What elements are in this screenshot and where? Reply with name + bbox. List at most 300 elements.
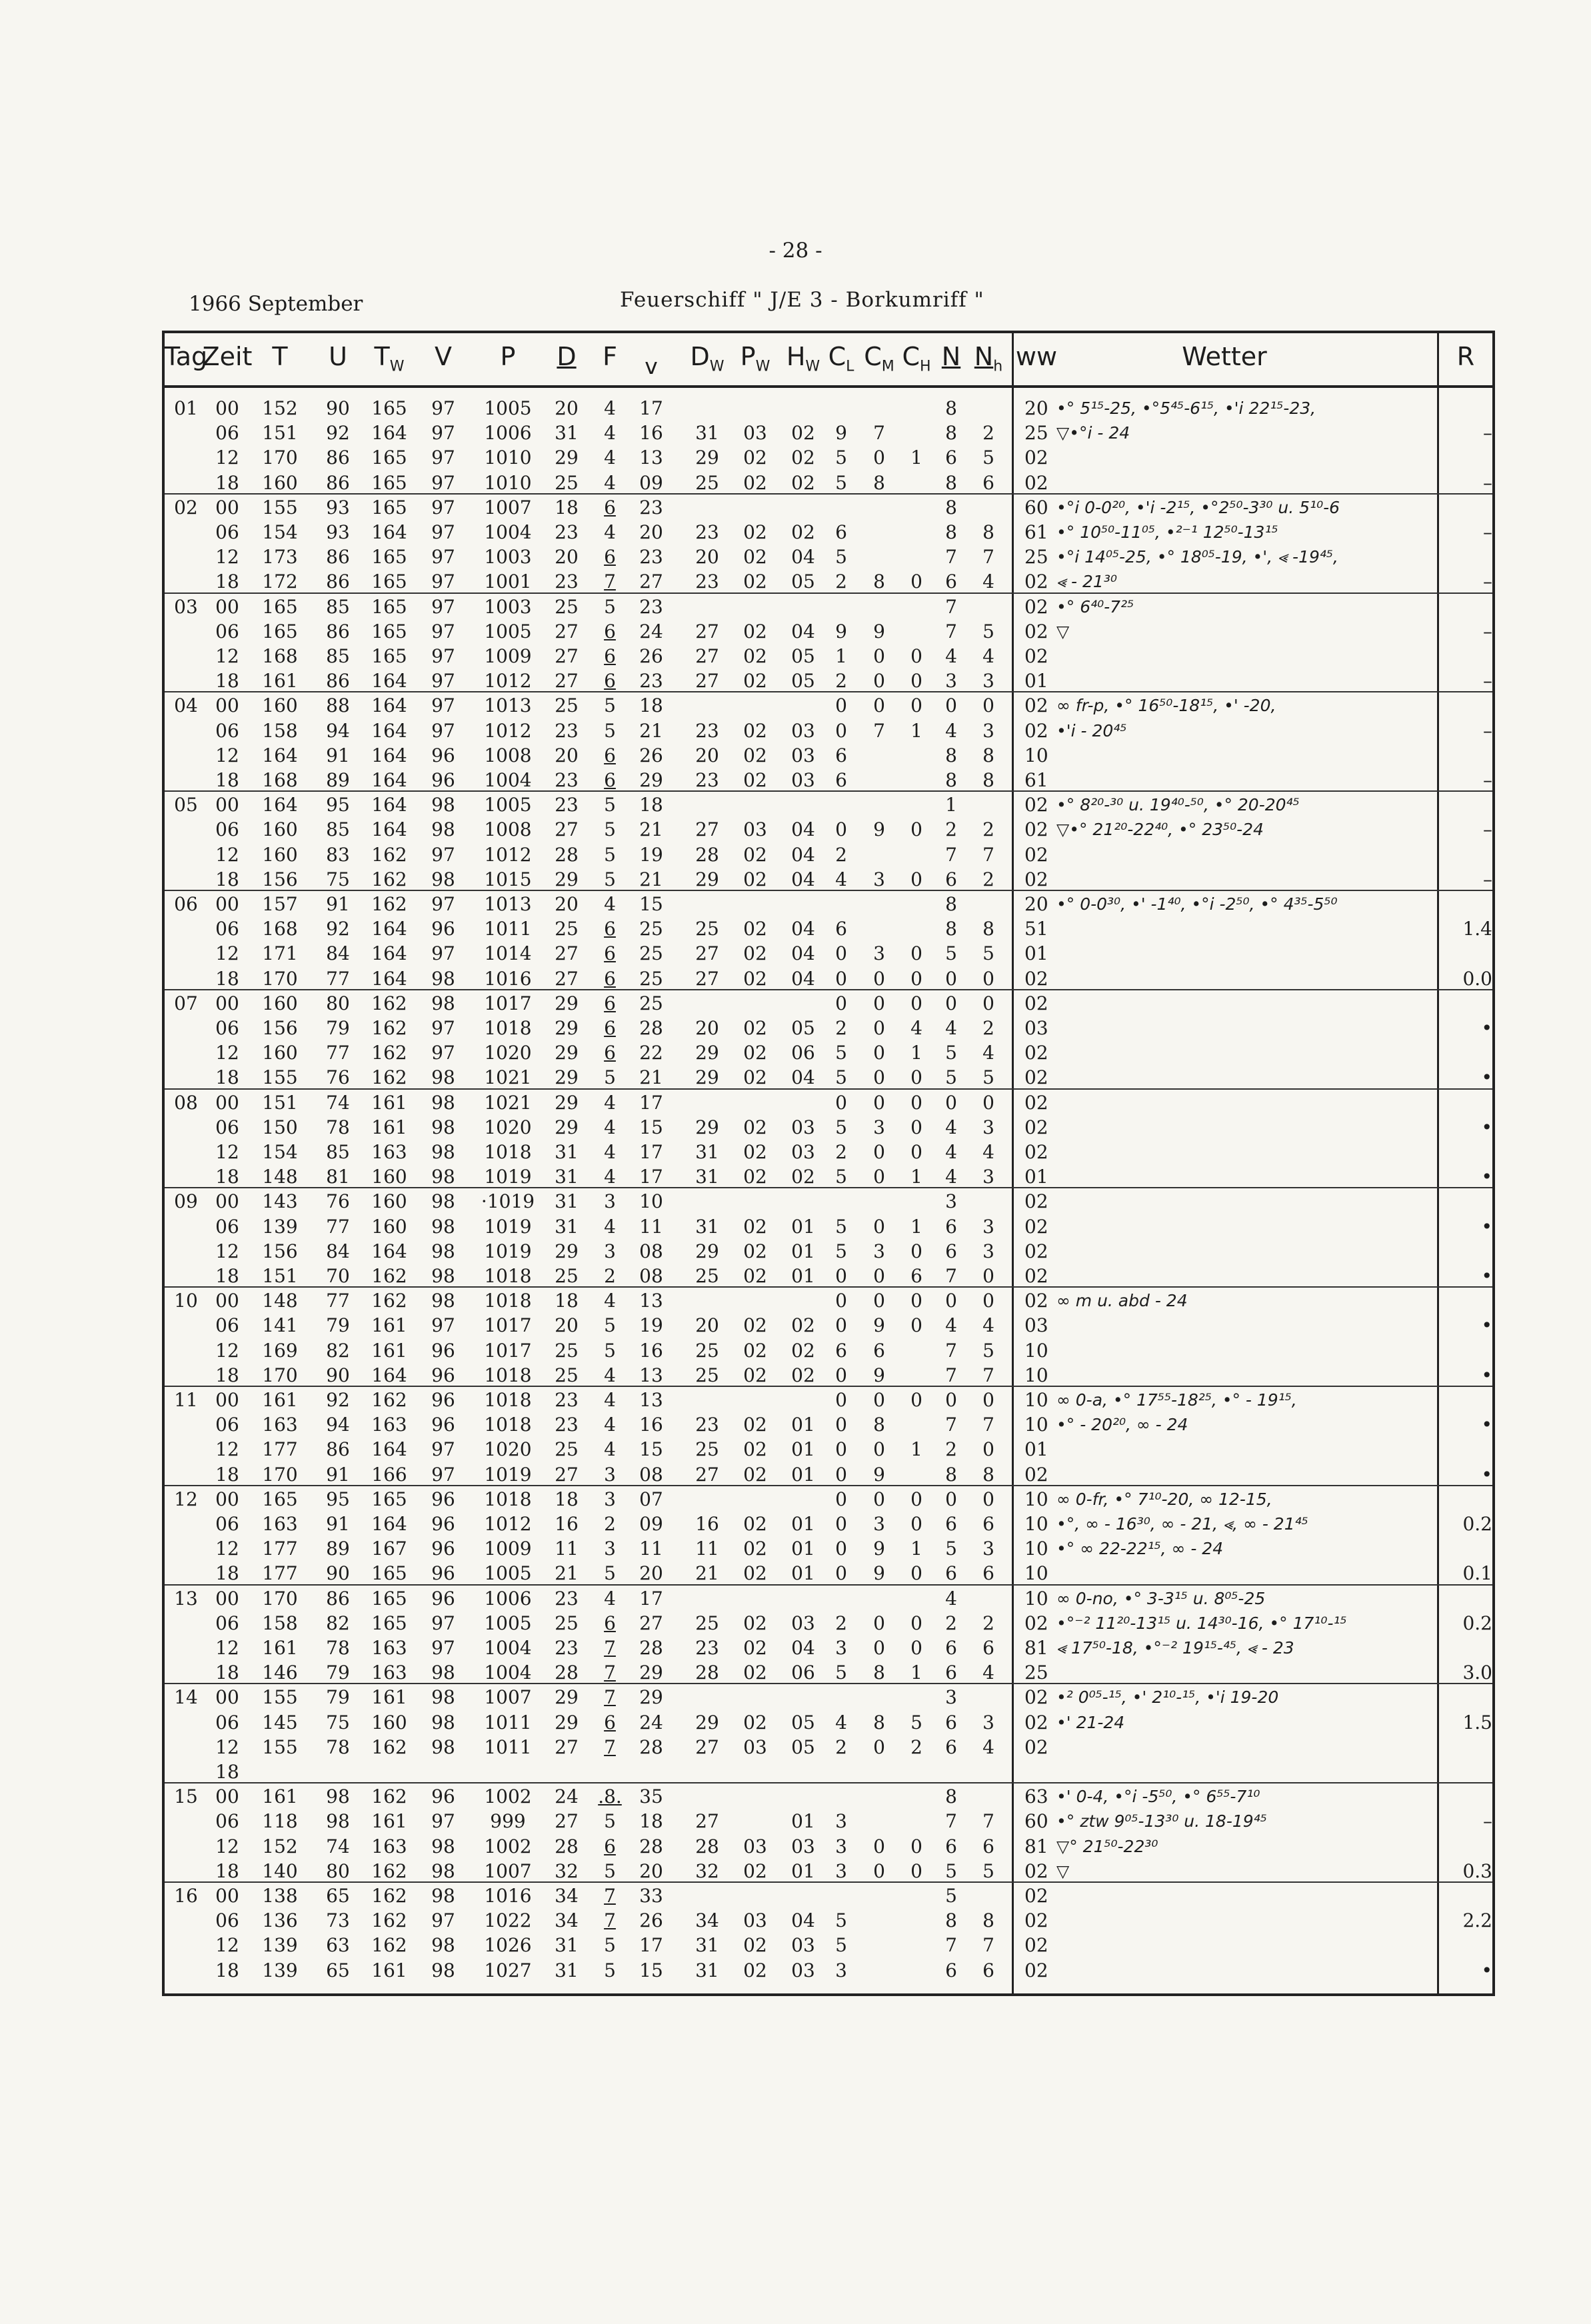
cell-n: 4 (945, 1166, 957, 1188)
cell-d: 20 (555, 397, 579, 419)
cell-cm: 0 (873, 1488, 885, 1510)
page-number: - 28 - (769, 239, 822, 263)
cell-nh: 8 (982, 918, 994, 940)
cell-cl: 3 (835, 1959, 847, 1981)
cell-pw: 02 (743, 620, 767, 642)
cell-t: 177 (262, 1438, 298, 1461)
day-divider (165, 1782, 1492, 1783)
cell-u: 74 (326, 1835, 350, 1857)
cell-n: 8 (945, 1785, 957, 1808)
cell-u: 98 (326, 1810, 350, 1833)
cell-dw: 20 (695, 744, 719, 766)
cell-cl: 3 (835, 1810, 847, 1833)
cell-u: 82 (326, 1339, 350, 1362)
cell-wetter: ⪡ 17⁵⁰-18, •°⁻² 19¹⁵-⁴⁵, ⪡ - 23 (1056, 1638, 1294, 1658)
cell-pw: 03 (743, 422, 767, 445)
cell-hw: 02 (791, 1314, 815, 1337)
cell-fv: 19 (639, 843, 663, 866)
cell-zeit: 00 (215, 1785, 239, 1808)
cell-r: • (1481, 1066, 1492, 1089)
cell-u: 76 (326, 1190, 350, 1213)
cell-cl: 0 (835, 1513, 847, 1535)
cell-v: 98 (431, 1066, 455, 1089)
cell-zeit: 00 (215, 397, 239, 419)
cell-t: 160 (262, 992, 298, 1014)
cell-t: 143 (262, 1190, 298, 1213)
cell-n: 8 (945, 769, 957, 791)
cell-ww: 02 (1024, 843, 1048, 866)
cell-d: 25 (555, 595, 579, 618)
cell-pw: 02 (743, 521, 767, 543)
cell-u: 79 (326, 1662, 350, 1684)
cell-f: 4 (604, 893, 616, 915)
cell-u: 88 (326, 694, 350, 717)
cell-d: 27 (555, 1463, 579, 1486)
cell-ww: 02 (1024, 620, 1048, 642)
cell-r: – (1483, 868, 1492, 890)
cell-hw: 03 (791, 1141, 815, 1163)
table-row (165, 743, 1498, 768)
cell-cl: 2 (835, 1141, 847, 1163)
table-row (165, 1338, 1498, 1363)
table-row (165, 1611, 1498, 1636)
cell-pw: 02 (743, 1562, 767, 1585)
cell-cm: 0 (873, 1166, 885, 1188)
cell-zeit: 00 (215, 496, 239, 519)
cell-r: 0.2 (1462, 1513, 1492, 1535)
cell-p: 1012 (484, 670, 532, 692)
cell-p: 1018 (484, 1414, 532, 1436)
cell-f: 6 (604, 1711, 616, 1734)
cell-cm: 7 (873, 422, 885, 445)
cell-cl: 0 (835, 1463, 847, 1486)
cell-hw: 03 (791, 719, 815, 742)
cell-nh: 0 (982, 992, 994, 1014)
cell-tw: 165 (371, 1612, 407, 1634)
cell-d: 32 (555, 1859, 579, 1882)
cell-u: 90 (326, 1364, 350, 1386)
cell-cm: 9 (873, 1562, 885, 1585)
cell-u: 85 (326, 595, 350, 618)
cell-pw: 02 (743, 645, 767, 667)
cell-n: 7 (945, 1934, 957, 1957)
cell-n: 8 (945, 744, 957, 766)
cell-p: 1001 (484, 571, 532, 593)
cell-dw: 31 (695, 1141, 719, 1163)
cell-cm: 0 (873, 694, 885, 717)
cell-u: 80 (326, 1859, 350, 1882)
cell-d: 29 (555, 1116, 579, 1138)
cell-cm: 0 (873, 1612, 885, 1634)
cell-tw: 161 (371, 1810, 407, 1833)
cell-r: • (1481, 1215, 1492, 1238)
cell-nh: 3 (982, 719, 994, 742)
cell-cm: 3 (873, 942, 885, 965)
cell-cm: 9 (873, 1314, 885, 1337)
cell-ch: 0 (910, 1314, 922, 1337)
cell-d: 28 (555, 843, 579, 866)
cell-cl: 0 (835, 1265, 847, 1287)
day-divider (165, 1485, 1492, 1486)
cell-zeit: 00 (215, 694, 239, 717)
cell-u: 77 (326, 1042, 350, 1064)
cell-p: 1004 (484, 1637, 532, 1659)
cell-dw: 23 (695, 1637, 719, 1659)
cell-v: 97 (431, 620, 455, 642)
cell-cm: 0 (873, 645, 885, 667)
cell-hw: 02 (791, 471, 815, 494)
cell-pw: 02 (743, 1637, 767, 1659)
cell-nh: 0 (982, 1091, 994, 1114)
day-divider (165, 1088, 1492, 1090)
cell-ww: 10 (1024, 1389, 1048, 1411)
cell-f: 4 (604, 1141, 616, 1163)
cell-v: 96 (431, 1339, 455, 1362)
cell-tw: 166 (371, 1463, 407, 1486)
cell-v: 98 (431, 1662, 455, 1684)
cell-tw: 164 (371, 1364, 407, 1386)
cell-nh: 0 (982, 1488, 994, 1510)
cell-zeit: 00 (215, 1190, 239, 1213)
cell-r: – (1483, 571, 1492, 593)
cell-ch: 1 (910, 719, 922, 742)
cell-ww: 02 (1024, 1711, 1048, 1734)
cell-cm: 9 (873, 1463, 885, 1486)
cell-tw: 164 (371, 942, 407, 965)
cell-tw: 165 (371, 620, 407, 642)
cell-dw: 27 (695, 818, 719, 841)
table-row (165, 1958, 1498, 1983)
cell-p: 1019 (484, 1166, 532, 1188)
cell-t: 151 (262, 422, 298, 445)
cell-nh: 8 (982, 1463, 994, 1486)
cell-ww: 02 (1024, 447, 1048, 469)
cell-pw: 02 (743, 1463, 767, 1486)
cell-fv: 17 (639, 1141, 663, 1163)
cell-hw: 04 (791, 843, 815, 866)
day-divider (165, 989, 1492, 990)
day-cell: 09 (174, 1190, 198, 1213)
cell-f: 5 (604, 1810, 616, 1833)
cell-p: 999 (490, 1810, 526, 1833)
cell-p: 1004 (484, 769, 532, 791)
cell-zeit: 18 (215, 769, 239, 791)
cell-zeit: 18 (215, 571, 239, 593)
cell-ch: 0 (910, 694, 922, 717)
cell-hw: 03 (791, 1959, 815, 1981)
table-row (165, 1214, 1498, 1239)
cell-ch: 1 (910, 1662, 922, 1684)
cell-v: 97 (431, 397, 455, 419)
cell-v: 96 (431, 1513, 455, 1535)
cell-wetter: •° 8²⁰-³⁰ u. 19⁴⁰-⁵⁰, •° 20-20⁴⁵ (1056, 795, 1300, 815)
cell-hw: 03 (791, 1835, 815, 1857)
cell-p: 1017 (484, 992, 532, 1014)
cell-f: 7 (604, 1885, 616, 1907)
table-row (165, 1115, 1498, 1140)
cell-ww: 10 (1024, 1587, 1048, 1610)
cell-p: 1007 (484, 1859, 532, 1882)
cell-f: 4 (604, 1215, 616, 1238)
cell-ch: 1 (910, 1166, 922, 1188)
cell-p: 1005 (484, 397, 532, 419)
cell-n: 2 (945, 818, 957, 841)
cell-nh: 7 (982, 1364, 994, 1386)
cell-r: • (1481, 1265, 1492, 1287)
cell-r: 1.5 (1462, 1711, 1492, 1734)
cell-d: 20 (555, 546, 579, 569)
cell-u: 86 (326, 471, 350, 494)
cell-f: 6 (604, 645, 616, 667)
cell-p: 1016 (484, 967, 532, 990)
column-header-fv: v (645, 353, 658, 379)
cell-r: – (1483, 620, 1492, 642)
cell-t: 136 (262, 1909, 298, 1932)
cell-t: 168 (262, 645, 298, 667)
cell-nh: 7 (982, 1810, 994, 1833)
cell-d: 18 (555, 496, 579, 519)
cell-n: 5 (945, 1885, 957, 1907)
cell-r: 1.4 (1462, 918, 1492, 940)
cell-u: 91 (326, 744, 350, 766)
cell-cl: 2 (835, 571, 847, 593)
cell-fv: 08 (639, 1265, 663, 1287)
cell-cl: 0 (835, 1091, 847, 1114)
cell-d: 31 (555, 1215, 579, 1238)
table-row (165, 1685, 1498, 1710)
cell-fv: 21 (639, 719, 663, 742)
cell-f: 6 (604, 670, 616, 692)
cell-tw: 164 (371, 521, 407, 543)
cell-dw: 27 (695, 967, 719, 990)
cell-v: 97 (431, 447, 455, 469)
cell-v: 98 (431, 1290, 455, 1312)
cell-hw: 01 (791, 1810, 815, 1833)
cell-pw: 02 (743, 868, 767, 890)
cell-zeit: 18 (215, 1562, 239, 1585)
cell-dw: 28 (695, 843, 719, 866)
cell-n: 6 (945, 1662, 957, 1684)
cell-wetter: •°, ∞ - 16³⁰, ∞ - 21, ⪡, ∞ - 21⁴⁵ (1056, 1514, 1308, 1534)
cell-hw: 03 (791, 1934, 815, 1957)
cell-nh: 0 (982, 1389, 994, 1411)
cell-cl: 0 (835, 694, 847, 717)
cell-u: 93 (326, 521, 350, 543)
cell-n: 4 (945, 1314, 957, 1337)
cell-d: 29 (555, 1066, 579, 1089)
cell-pw: 03 (743, 1909, 767, 1932)
cell-t: 165 (262, 1488, 298, 1510)
cell-ww: 02 (1024, 1290, 1048, 1312)
cell-cl: 3 (835, 1835, 847, 1857)
cell-t: 170 (262, 1364, 298, 1386)
cell-ch: 1 (910, 1215, 922, 1238)
cell-t: 160 (262, 1042, 298, 1064)
cell-cl: 5 (835, 1066, 847, 1089)
cell-fv: 24 (639, 620, 663, 642)
cell-r: 0.0 (1462, 967, 1492, 990)
cell-ww: 03 (1024, 1314, 1048, 1337)
cell-u: 65 (326, 1885, 350, 1907)
cell-zeit: 00 (215, 992, 239, 1014)
cell-ww: 02 (1024, 868, 1048, 890)
cell-nh: 5 (982, 1859, 994, 1882)
cell-r: • (1481, 1414, 1492, 1436)
cell-hw: 03 (791, 769, 815, 791)
cell-nh: 7 (982, 1934, 994, 1957)
cell-nh: 3 (982, 1711, 994, 1734)
cell-nh: 6 (982, 1562, 994, 1585)
cell-cm: 0 (873, 1736, 885, 1758)
cell-f: 4 (604, 1091, 616, 1114)
cell-cl: 5 (835, 1042, 847, 1064)
cell-t: 160 (262, 843, 298, 866)
cell-cl: 6 (835, 744, 847, 766)
cell-ww: 01 (1024, 942, 1048, 965)
cell-zeit: 18 (215, 1166, 239, 1188)
cell-dw: 16 (695, 1513, 719, 1535)
cell-dw: 27 (695, 942, 719, 965)
cell-v: 97 (431, 1438, 455, 1461)
cell-fv: 13 (639, 1290, 663, 1312)
cell-f: 6 (604, 967, 616, 990)
cell-t: 161 (262, 1637, 298, 1659)
cell-zeit: 12 (215, 942, 239, 965)
cell-p: 1026 (484, 1934, 532, 1957)
cell-n: 6 (945, 1240, 957, 1262)
cell-p: 1027 (484, 1959, 532, 1981)
cell-fv: 19 (639, 1314, 663, 1337)
cell-ch: 6 (910, 1265, 922, 1287)
cell-tw: 164 (371, 719, 407, 742)
cell-zeit: 18 (215, 670, 239, 692)
cell-fv: 25 (639, 942, 663, 965)
cell-nh: 5 (982, 1066, 994, 1089)
cell-wetter: ∞ 0-a, •° 17⁵⁵-18²⁵, •° - 19¹⁵, (1056, 1390, 1297, 1410)
cell-tw: 164 (371, 744, 407, 766)
cell-v: 96 (431, 1587, 455, 1610)
cell-ww: 02 (1024, 1240, 1048, 1262)
cell-f: 3 (604, 1190, 616, 1213)
cell-pw: 02 (743, 1612, 767, 1634)
cell-u: 86 (326, 1587, 350, 1610)
cell-v: 98 (431, 992, 455, 1014)
cell-u: 89 (326, 1538, 350, 1560)
cell-v: 97 (431, 1810, 455, 1833)
cell-n: 3 (945, 1190, 957, 1213)
cell-hw: 01 (791, 1215, 815, 1238)
cell-u: 93 (326, 496, 350, 519)
cell-nh: 8 (982, 521, 994, 543)
day-cell: 15 (174, 1785, 198, 1808)
cell-n: 4 (945, 1116, 957, 1138)
cell-pw: 02 (743, 1959, 767, 1981)
cell-cm: 0 (873, 1141, 885, 1163)
cell-fv: 07 (639, 1488, 663, 1510)
cell-f: 4 (604, 521, 616, 543)
cell-tw: 164 (371, 670, 407, 692)
cell-ww: 02 (1024, 794, 1048, 816)
cell-f: 5 (604, 694, 616, 717)
cell-pw: 02 (743, 1166, 767, 1188)
cell-hw: 01 (791, 1538, 815, 1560)
cell-ch: 0 (910, 1562, 922, 1585)
cell-nh: 6 (982, 471, 994, 494)
table-row (165, 1065, 1498, 1090)
cell-nh: 6 (982, 1637, 994, 1659)
cell-p: 1004 (484, 521, 532, 543)
cell-fv: 22 (639, 1042, 663, 1064)
cell-f: 6 (604, 496, 616, 519)
cell-zeit: 18 (215, 1364, 239, 1386)
cell-d: 27 (555, 1736, 579, 1758)
cell-pw: 02 (743, 1215, 767, 1238)
cell-dw: 20 (695, 1314, 719, 1337)
cell-d: 34 (555, 1909, 579, 1932)
cell-p: 1017 (484, 1314, 532, 1337)
cell-tw: 160 (371, 1166, 407, 1188)
cell-tw: 162 (371, 1265, 407, 1287)
cell-p: 1018 (484, 1488, 532, 1510)
cell-cm: 0 (873, 1389, 885, 1411)
cell-n: 8 (945, 496, 957, 519)
cell-n: 6 (945, 447, 957, 469)
cell-p: 1020 (484, 1042, 532, 1064)
cell-n: 6 (945, 1959, 957, 1981)
column-header-dw: $D_W$ (690, 342, 725, 375)
column-header-cm: $C_M$ (864, 342, 894, 375)
cell-f: 5 (604, 1562, 616, 1585)
cell-zeit: 12 (215, 843, 239, 866)
cell-fv: 15 (639, 1959, 663, 1981)
cell-hw: 04 (791, 942, 815, 965)
cell-ww: 01 (1024, 1166, 1048, 1188)
cell-f: 7 (604, 1637, 616, 1659)
cell-tw: 162 (371, 1934, 407, 1957)
cell-dw: 23 (695, 769, 719, 791)
cell-cl: 5 (835, 546, 847, 569)
cell-u: 77 (326, 967, 350, 990)
cell-dw: 25 (695, 918, 719, 940)
cell-dw: 34 (695, 1909, 719, 1932)
cell-cm: 9 (873, 818, 885, 841)
cell-dw: 25 (695, 1438, 719, 1461)
cell-u: 95 (326, 794, 350, 816)
cell-zeit: 06 (215, 1414, 239, 1436)
cell-fv: 08 (639, 1240, 663, 1262)
cell-v: 97 (431, 496, 455, 519)
cell-ch: 0 (910, 1389, 922, 1411)
cell-zeit: 18 (215, 868, 239, 890)
cell-fv: 27 (639, 1612, 663, 1634)
cell-t: 156 (262, 1017, 298, 1039)
cell-zeit: 00 (215, 794, 239, 816)
cell-dw: 27 (695, 1810, 719, 1833)
table-row (165, 545, 1498, 569)
cell-hw: 03 (791, 1612, 815, 1634)
cell-t: 163 (262, 1414, 298, 1436)
cell-cl: 0 (835, 1438, 847, 1461)
cell-ww: 10 (1024, 1339, 1048, 1362)
cell-pw: 02 (743, 1042, 767, 1064)
cell-f: 4 (604, 397, 616, 419)
day-divider (165, 1683, 1492, 1684)
cell-n: 6 (945, 571, 957, 593)
cell-p: 1018 (484, 1364, 532, 1386)
cell-fv: 20 (639, 1859, 663, 1882)
day-divider (165, 790, 1492, 792)
cell-tw: 162 (371, 868, 407, 890)
